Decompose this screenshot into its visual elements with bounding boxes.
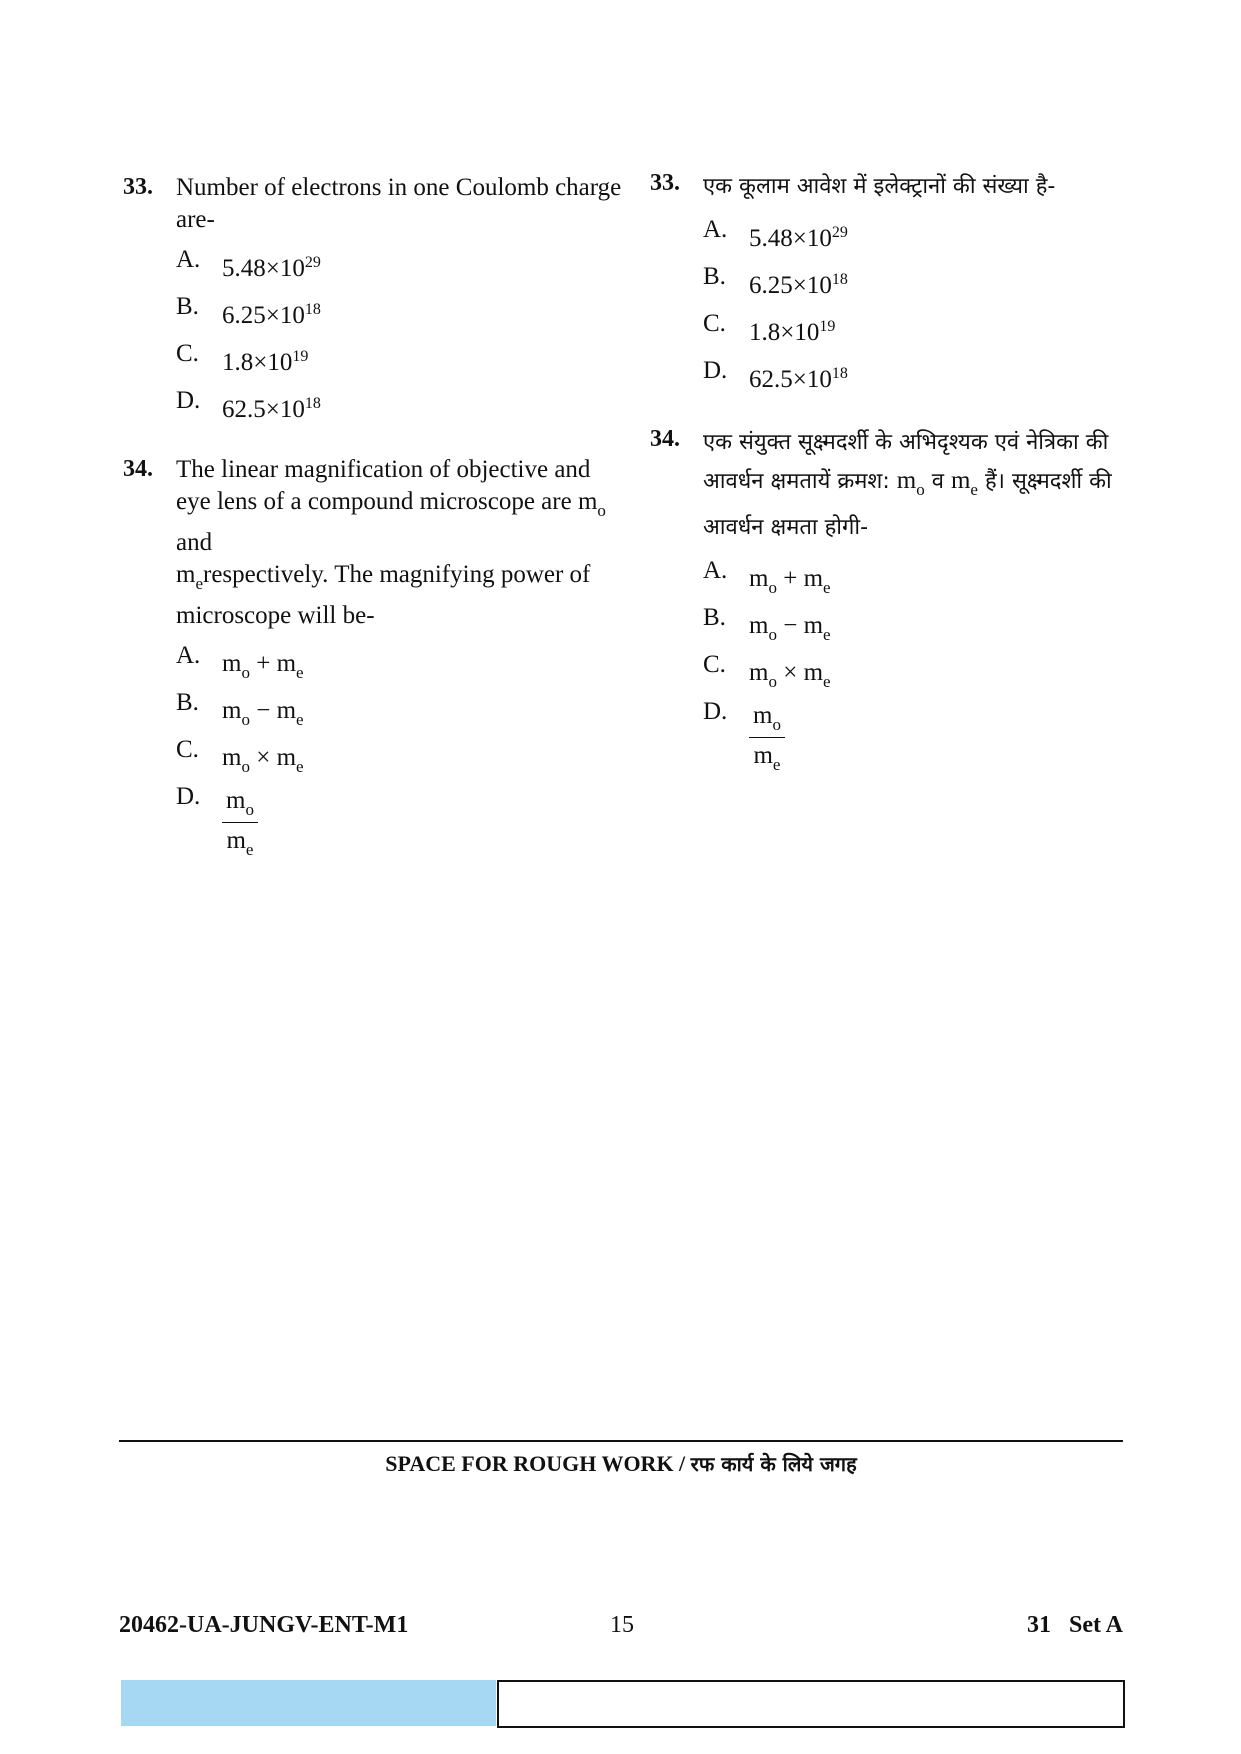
question-text: Number of electrons in one Coulomb charge are- [176, 174, 622, 233]
option-value: $m_o + m_e$ [749, 565, 831, 597]
rough-work-heading: SPACE FOR ROUGH WORK / रफ कार्य के लिये जगह [385, 1451, 857, 1476]
question-33-english [123, 172, 623, 432]
question-number: 34. [650, 426, 680, 452]
question-number: 34. [123, 456, 153, 482]
fraction: $\frac{m_o}{m_e}$ [222, 787, 258, 860]
option-a[interactable]: A. $m_o + m_e$ [703, 557, 831, 597]
question-text: The linear magnification of objective and eye lens of a compound microscope are $m_o$ and $m_erespectively$. The magnifying power of microscope will be- [176, 456, 606, 629]
english-column [123, 172, 623, 883]
option-d[interactable]: D. $62.5\times 10^{18}$ [703, 357, 848, 393]
question-number: 33. [650, 170, 680, 196]
option-value: $1.8\times 10^{19}$ [222, 348, 309, 376]
option-label: C. [176, 340, 199, 367]
option-value: $6.25\times 10^{18}$ [222, 301, 321, 329]
option-label: D. [176, 387, 201, 414]
option-d[interactable]: D. $\frac{m_o}{m_e}$ [176, 781, 623, 861]
question-text: एक कूलाम आवेश में इलेक्ट्रानों की संख्या है- [703, 174, 1056, 199]
option-label: B. [176, 293, 199, 320]
option-value: $m_o - m_e$ [749, 612, 831, 644]
options-list [176, 244, 623, 432]
option-b[interactable]: B. $m_o - m_e$ [176, 689, 304, 729]
option-c[interactable] [176, 338, 623, 385]
option-value: $m_o \times m_e$ [222, 744, 304, 776]
option-value: $5.48\times 10^{29}$ [222, 254, 321, 282]
option-b[interactable]: B. $m_o - m_e$ [703, 604, 831, 644]
options-list [176, 640, 623, 861]
option-value: $62.5\times 10^{18}$ [222, 395, 321, 423]
footer-empty-box [497, 1680, 1125, 1728]
option-b[interactable]: B. $6.25\times 10^{18}$ [703, 263, 848, 299]
option-b[interactable] [176, 291, 623, 338]
option-value: $6.25\times 10^{18}$ [749, 271, 848, 299]
footer-color-bar [121, 1680, 496, 1726]
question-text: एक संयुक्त सूक्ष्मदर्शी के अभिदृश्यक एवं नेत्रिका की आवर्धन क्षमतायें क्रमश: $m_o$ व $m_e$ हैं। सूक्ष्मदर्शी की आवर्धन क्षमता होगी- [703, 430, 1112, 540]
option-value: $62.5\times 10^{18}$ [749, 365, 848, 393]
option-a[interactable]: A. $5.48\times 10^{29}$ [703, 216, 848, 252]
paper-code: 20462-UA-JUNGV-ENT-M1 [119, 1612, 409, 1638]
fraction: $\frac{m_o}{m_e}$ [749, 702, 785, 775]
option-c[interactable]: C. $m_o \times m_e$ [703, 651, 831, 691]
option-a[interactable] [176, 244, 623, 291]
question-34-hindi [650, 424, 1150, 776]
option-c[interactable]: C. $m_o \times m_e$ [176, 736, 304, 776]
option-value: $1.8\times 10^{19}$ [749, 318, 836, 346]
option-value: $5.48\times 10^{29}$ [749, 224, 848, 252]
option-label: A. [176, 246, 201, 273]
page-number: 15 [610, 1612, 634, 1638]
option-value: $m_o - m_e$ [222, 697, 304, 729]
option-c[interactable]: C. $1.8\times 10^{19}$ [703, 310, 836, 346]
question-33-hindi [650, 168, 1150, 402]
option-a[interactable]: A. $m_o + m_e$ [176, 642, 304, 682]
options-list [703, 555, 1150, 776]
hindi-column [650, 168, 1150, 798]
rough-work-divider [119, 1440, 1123, 1442]
options-list [703, 214, 1150, 402]
set-label: 31 Set A [1027, 1612, 1123, 1638]
option-d[interactable] [176, 385, 623, 432]
question-34-english [123, 454, 623, 861]
option-value: $m_o \times m_e$ [749, 659, 831, 691]
option-d[interactable]: D. $\frac{m_o}{m_e}$ [703, 696, 1150, 776]
question-number: 33. [123, 174, 153, 200]
option-value: $m_o + m_e$ [222, 650, 304, 682]
